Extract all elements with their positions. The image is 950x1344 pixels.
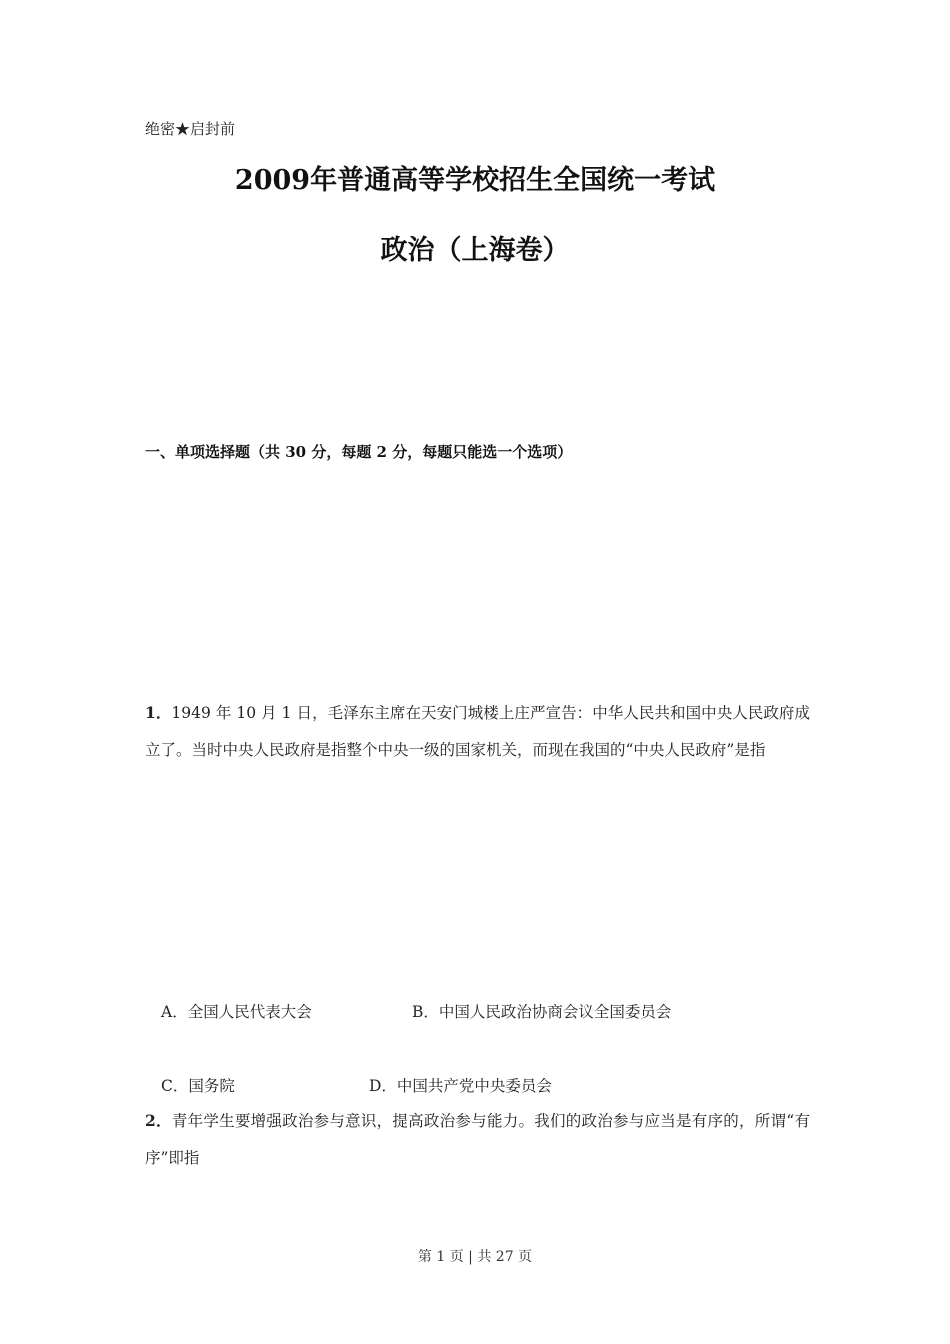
- question-1: [145, 694, 810, 769]
- question-2: [145, 1102, 810, 1177]
- question-number: 1．: [145, 703, 172, 722]
- exam-subtitle: 政治（上海卷）: [380, 235, 570, 266]
- exam-title: 2009年普通高等学校招生全国统一考试: [234, 165, 716, 196]
- page-footer: 第 1 页 | 共 27 页: [417, 1249, 533, 1265]
- option-b: B．中国人民政治协商会议全国委员会: [412, 1003, 672, 1021]
- option-c: C．国务院: [161, 1077, 235, 1095]
- section-heading: 一、单项选择题（共 30 分，每题 2 分，每题只能选一个选项）: [145, 443, 573, 461]
- question-text: 1949 年 10 月 1 日，毛泽东主席在天安门城楼上庄严宣告：中华人民共和国中央人民政府成立了。当时中央人民政府是指整个中央一级的国家机关，而现在我国的“中央人民政府”是指: [145, 704, 810, 759]
- question-number: 2．: [145, 1111, 172, 1130]
- option-d: D．中国共产党中央委员会: [369, 1077, 552, 1095]
- question-text: 青年学生要增强政治参与意识，提高政治参与能力。我们的政治参与应当是有序的，所谓“有序”即指: [145, 1112, 810, 1167]
- option-a: A．全国人民代表大会: [161, 1003, 312, 1021]
- confidential-label: 绝密★启封前: [145, 120, 236, 138]
